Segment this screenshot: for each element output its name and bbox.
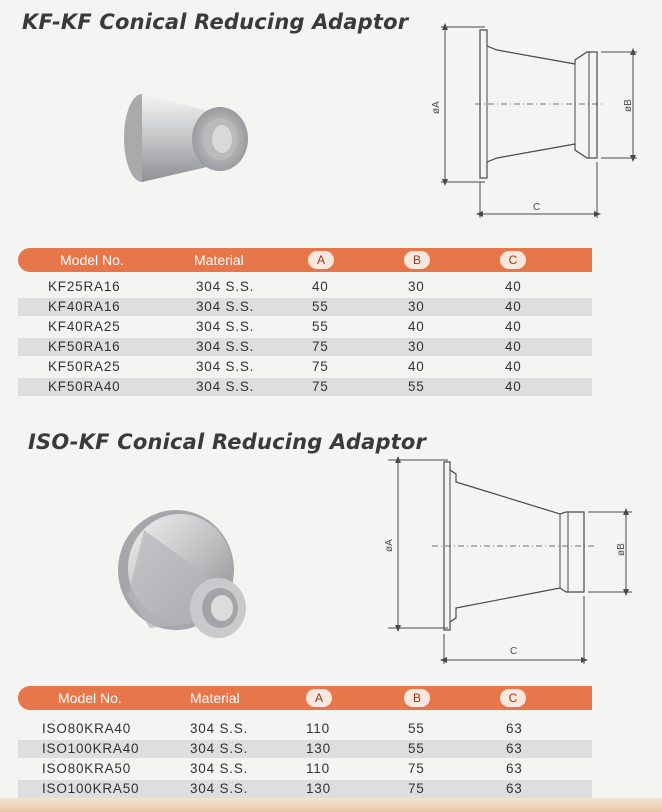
- b-cell: 55: [408, 741, 425, 756]
- model-cell: KF25RA16: [48, 279, 121, 294]
- b-cell: 30: [408, 279, 425, 294]
- iso-dimension-drawing: [382, 452, 644, 672]
- c-cell: 40: [505, 379, 522, 394]
- material-cell: 304 S.S.: [190, 761, 249, 776]
- kf-dim-a-label: øA: [431, 101, 442, 114]
- a-cell: 75: [312, 359, 329, 374]
- iso-header-material: Material: [190, 690, 240, 706]
- a-cell: 55: [312, 299, 329, 314]
- iso-dim-a-label: øA: [384, 539, 395, 552]
- table-row: [18, 298, 592, 316]
- material-cell: 304 S.S.: [196, 339, 255, 354]
- material-cell: 304 S.S.: [196, 299, 255, 314]
- iso-header-c-badge: C: [500, 689, 526, 707]
- kf-header-c-badge: C: [500, 251, 526, 269]
- a-cell: 75: [312, 379, 329, 394]
- c-cell: 40: [505, 319, 522, 334]
- iso-section-title: ISO-KF Conical Reducing Adaptor: [28, 430, 427, 454]
- c-cell: 40: [505, 299, 522, 314]
- table-row: [18, 338, 592, 356]
- material-cell: 304 S.S.: [196, 359, 255, 374]
- c-cell: 63: [506, 721, 523, 736]
- a-cell: 110: [306, 721, 330, 736]
- model-cell: ISO80KRA40: [42, 721, 132, 736]
- iso-header-b-badge: B: [404, 689, 430, 707]
- model-cell: KF50RA25: [48, 359, 121, 374]
- table-row: [18, 358, 592, 376]
- material-cell: 304 S.S.: [190, 781, 249, 796]
- b-cell: 40: [408, 359, 425, 374]
- model-cell: KF50RA40: [48, 379, 121, 394]
- table-row: [18, 318, 592, 336]
- c-cell: 63: [506, 741, 523, 756]
- material-cell: 304 S.S.: [196, 379, 255, 394]
- model-cell: ISO100KRA50: [42, 781, 140, 796]
- iso-table-header: [18, 686, 592, 710]
- b-cell: 30: [408, 339, 425, 354]
- material-cell: 304 S.S.: [190, 741, 249, 756]
- page-bottom-strip: [0, 798, 662, 812]
- kf-header-b-badge: B: [404, 251, 430, 269]
- kf-header-a-badge: A: [308, 251, 334, 269]
- material-cell: 304 S.S.: [196, 319, 255, 334]
- c-cell: 40: [505, 279, 522, 294]
- table-row: [18, 378, 592, 396]
- b-cell: 40: [408, 319, 425, 334]
- b-cell: 30: [408, 299, 425, 314]
- a-cell: 40: [312, 279, 329, 294]
- a-cell: 55: [312, 319, 329, 334]
- kf-spec-table: [18, 248, 592, 400]
- model-cell: ISO100KRA40: [42, 741, 140, 756]
- model-cell: KF40RA25: [48, 319, 121, 334]
- material-cell: 304 S.S.: [196, 279, 255, 294]
- b-cell: 75: [408, 781, 425, 796]
- model-cell: KF40RA16: [48, 299, 121, 314]
- a-cell: 75: [312, 339, 329, 354]
- a-cell: 130: [306, 741, 331, 756]
- b-cell: 75: [408, 761, 425, 776]
- iso-dim-c-label: C: [510, 646, 518, 657]
- iso-adaptor-photo: [114, 500, 264, 660]
- iso-header-model: Model No.: [58, 690, 122, 706]
- table-row: [18, 740, 592, 758]
- kf-header-material: Material: [194, 252, 244, 268]
- kf-adaptor-photo: [112, 78, 272, 198]
- kf-section-title: KF-KF Conical Reducing Adaptor: [22, 10, 409, 34]
- a-cell: 130: [306, 781, 331, 796]
- model-cell: ISO80KRA50: [42, 761, 132, 776]
- table-row: [18, 278, 592, 296]
- iso-header-a-badge: A: [306, 689, 332, 707]
- c-cell: 63: [506, 761, 523, 776]
- kf-dim-b-label: øB: [623, 99, 634, 112]
- iso-dim-b-label: øB: [616, 543, 627, 556]
- iso-spec-table: [18, 686, 592, 798]
- b-cell: 55: [408, 379, 425, 394]
- c-cell: 40: [505, 339, 522, 354]
- kf-header-model: Model No.: [60, 252, 124, 268]
- table-row: [18, 780, 592, 798]
- table-row: [18, 760, 592, 778]
- c-cell: 40: [505, 359, 522, 374]
- table-row: [18, 720, 592, 738]
- c-cell: 63: [506, 781, 523, 796]
- kf-dim-c-label: C: [533, 202, 541, 213]
- kf-dimension-drawing: [425, 22, 650, 222]
- model-cell: KF50RA16: [48, 339, 121, 354]
- a-cell: 110: [306, 761, 330, 776]
- material-cell: 304 S.S.: [190, 721, 249, 736]
- b-cell: 55: [408, 721, 425, 736]
- kf-table-header: [18, 248, 592, 272]
